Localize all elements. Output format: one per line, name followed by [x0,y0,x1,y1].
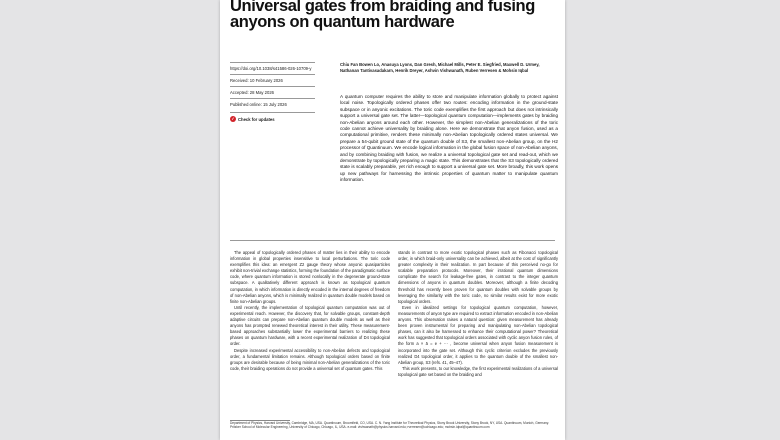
body-paragraph: Until recently, the implementation of topological quantum computation was out of experimental reach. However, the discovery that, for solvable groups, constant-depth adaptive circuits can prepare non-Abelian quantum double models as well as their anyons has prompted renewed theoretical interest in their utility. These measurement-based approaches substantially lower the experimental barriers to realizing these phases on quantum hardware, with a recent experimental realization of D4 topological order. [230,304,390,347]
body-paragraph: Despite increased experimental accessibility to non-Abelian defects and topological order, a fundamental limitation remains. Although topological orders based on finite groups are desirable because of being minimal non-Abelian generalizations of the toric code, their braiding operations do not provide a universal set of quantum gates. This [230,347,390,371]
body-paragraph: The appeal of topologically ordered phases of matter lies in their ability to encode information in global properties insensitive to local perturbations. The toric code exemplifies this idea: an emergent Z2 gauge theory whose anyonic quasiparticles exhibit non-trivial exchange statistics, forming the foundation of the paradigmatic surface code, where quantum information is stored nonlocally in the degenerate ground-state subspace. A qualitatively different approach is known as topological quantum computation, in which information is directly encoded in the internal degrees of freedom of non-Abelian anyons, which is minimally realized in quantum double models based on finite non-Abelian groups. [230,250,390,304]
published-date: Published online: 15 July 2026 [230,98,315,110]
received-date: Received: 10 February 2026 [230,74,315,86]
affiliations-footnote: Department of Physics, Harvard University, Cambridge, MA, USA. Quantinuum, Broomfield, CO, USA. C. N. Yang Institute for Theoretical Physics, Stony Brook University, Stony Brook, NY, USA. Quantinuum, Munich, Germany. Pritzker School of Molecular Engineering, University of Chicago, Chicago, IL, USA. e-mail: vishwanath@physics.harvard.edu; rverresen@uchicago.edu; mohsin.iqbal@quantinuum.com [230,421,549,429]
body-column-left [230,250,390,372]
check-for-updates-button[interactable] [230,112,315,125]
doi-link[interactable]: https://doi.org/10.1038/s41586-026-10709-y [230,62,315,74]
body-paragraph: Even in idealized settings for topological quantum computation, however, measurements of anyon type are required to extract information encoded in non-Abelian anyons. This observation raises a natural question: given measurement has already been proven instrumental for preparing and manipulating non-Abelian topological phases, can it also be harnessed to enhance their computational power? Theoretical work has suggested that topological orders associated with cyclic anyon fusion rules, of the form a × ā = e + ⋯ , become universal when anyon fusion measurement is incorporated into the gate set. Although this cyclic criterion excludes the previously realized D4 topological order, it applies to the quantum double of the smallest non-Abelian group, S3 (refs. 41, 45–47). [398,304,558,365]
abstract: A quantum computer requires the ability to store and manipulate information globally to protect against local noise. Topologically ordered phases offer two routes: encoding information in the ground-state subspace or in anyonic excitations. The toric code exemplifies the first approach but does not intrinsically support a universal gate set. The latter—topological quantum computation—implements gates by braiding non-Abelian anyons around each other. However, the simplest non-Abelian generalizations of the toric code cannot achieve universality by braiding alone. Here we demonstrate that anyon fusion, used as a computational primitive, renders these minimally non-Abelian topologically ordered states universal. We prepare a 54-qubit ground state of the quantum double of S3, the smallest non-Abelian group, on the H2 processor of Quantinuum. We encode logical information in the global fusion space of non-Abelian anyons, and by combining braiding with fusion, we realize a universal topological gate set and read-out, which we demonstrate by topologically preparing a magic state. This demonstrates that the S3 topologically ordered state is scalably preparable, yet rich enough to support a universal gate set. More broadly, this work opens up new pathways for harnessing the intrinsic properties of quantum matter to manipulate quantum information. [340,94,558,183]
section-divider [230,240,555,241]
accepted-date: Accepted: 28 May 2026 [230,86,315,98]
author-list: Chiu Fan Bowen Lo, Anasuya Lyons, Dan Gresh, Michael Mills, Peter E. Siegfried, Maxwell D. Urmey, Nathanan Tantivasadakarn, Henrik Dreyer, Ashvin Vishwanath, Ruben Verresen & Mohsin Iqbal [340,62,540,73]
article-metadata [230,62,315,125]
check-updates-label: Check for updates [238,116,275,122]
body-paragraph: stands in contrast to more exotic topological phases such as Fibonacci topological order, in which braid-only universality can be achieved, albeit at the cost of significantly greater complexity in their realization. In part because of this perceived no-go for scalable preparation protocols. Moreover, their irrational quantum dimensions complicate the search for leakage-free gates, in contrast to the integer quantum dimensions of anyons in quantum doubles. Moreover, although a finite decoding threshold has recently been proven for quantum doubles with solvable groups by leveraging the similarity with the toric code, no similar results exist for more exotic topological orders. [398,250,558,304]
body-paragraph: This work presents, to our knowledge, the first experimental realizations of a universal topological gate set based on the braiding and [398,365,558,377]
body-column-right [398,250,558,378]
paper-title: Universal gates from braiding and fusing anyons on quantum hardware [230,0,535,31]
paper-page [220,0,565,440]
check-updates-icon: ✓ [231,116,235,121]
